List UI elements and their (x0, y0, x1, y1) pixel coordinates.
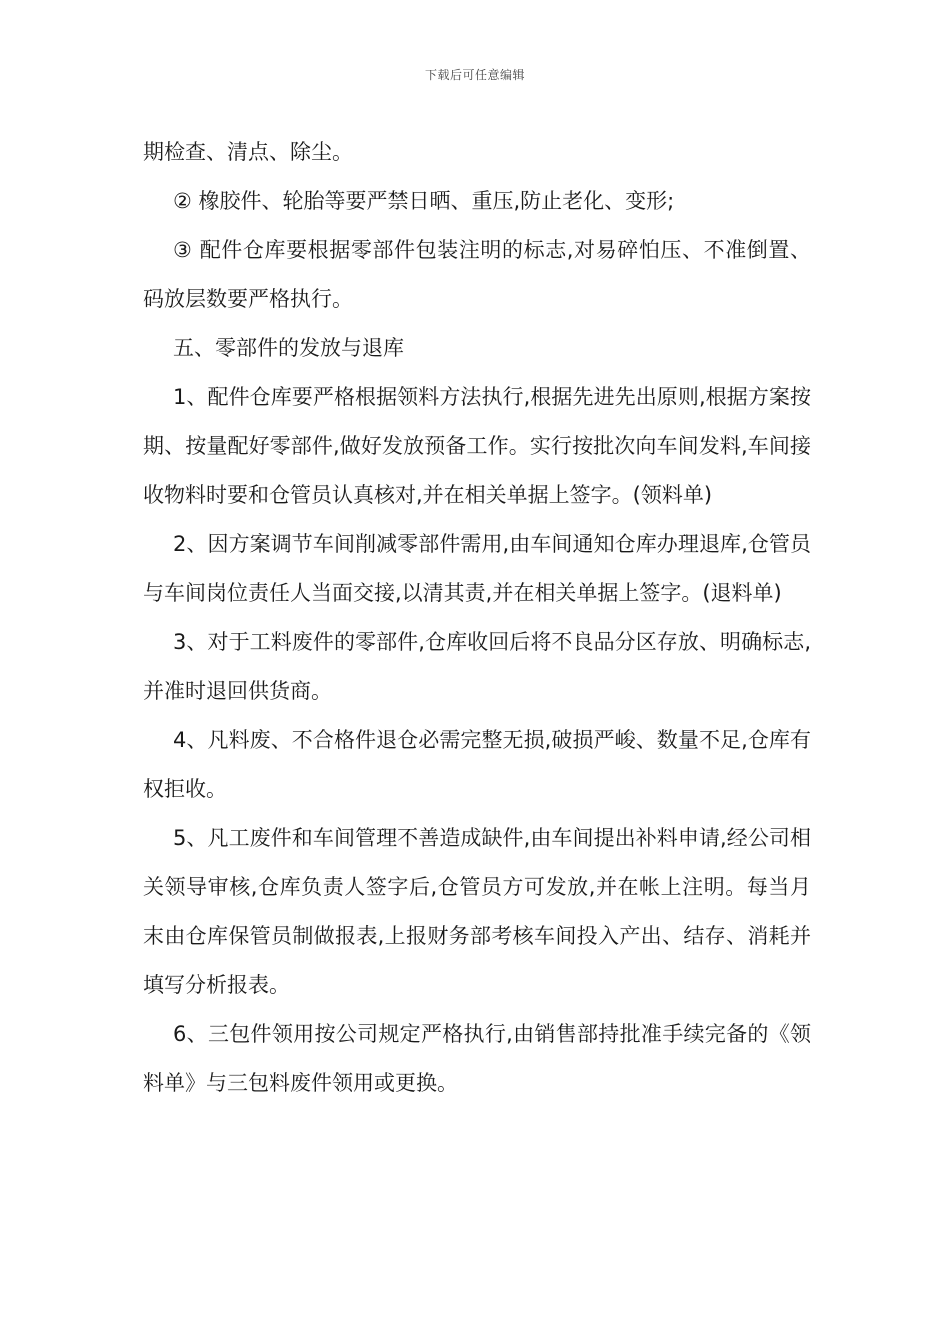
paragraph-item-2: 2、因方案调节车间削减零部件需用,由车间通知仓库办理退库,仓管员与车间岗位责任人当面交接,以清其责,并在相关单据上签字。(退料单) (143, 532, 811, 605)
paragraph-item-3: 3、对于工料废件的零部件,仓库收回后将不良品分区存放、明确标志,并准时退回供货商。 (143, 630, 811, 703)
paragraph-2: ② 橡胶件、轮胎等要严禁日晒、重压,防止老化、变形; (173, 189, 675, 213)
paragraph-item-5: 5、凡工废件和车间管理不善造成缺件,由车间提出补料申请,经公司相关领导审核,仓库负责人签字后,仓管员方可发放,并在帐上注明。每当月末由仓库保管员制做报表,上报财务部考核车间投入产出、结存、消耗并填写分析报表。 (143, 826, 811, 997)
paragraph-item-1: 1、配件仓库要严格根据领料方法执行,根据先进先出原则,根据方案按期、按量配好零部件,做好发放预备工作。实行按批次向车间发料,车间接收物料时要和仓管员认真核对,并在相关单据上签字。(领料单) (143, 385, 811, 507)
page-header: 下载后可任意编辑 (424, 68, 525, 82)
paragraph-item-6: 6、三包件领用按公司规定严格执行,由销售部持批准手续完备的《领料单》与三包料废件领用或更换。 (143, 1022, 811, 1095)
paragraph-item-4: 4、凡料废、不合格件退仓必需完整无损,破损严峻、数量不足,仓库有权拒收。 (143, 728, 811, 801)
paragraph-1: 期检查、清点、除尘。 (143, 140, 353, 164)
document-body (143, 128, 811, 1108)
paragraph-3: ③ 配件仓库要根据零部件包装注明的标志,对易碎怕压、不准倒置、码放层数要严格执行。 (143, 238, 811, 311)
section-heading: 五、零部件的发放与退库 (173, 336, 404, 360)
